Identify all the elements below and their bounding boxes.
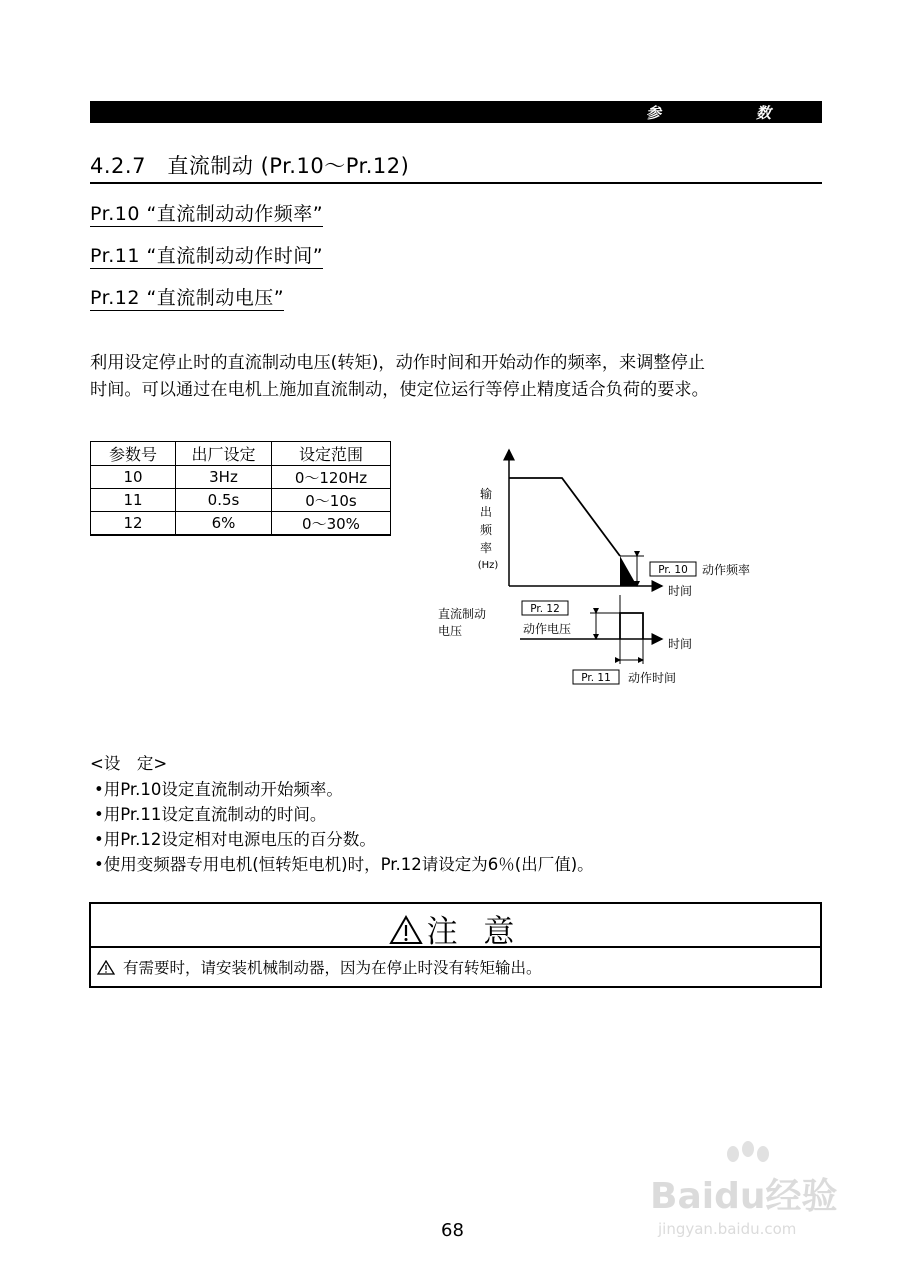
section-title: 4.2.7 直流制动 (Pr.10～Pr.12) [90, 154, 410, 178]
table-cell: 0～30% [272, 512, 391, 536]
time-label-lower: 时间 [668, 637, 693, 651]
table-header-cell: 设定范围 [272, 442, 391, 466]
heading-rule [90, 182, 822, 184]
pr12-tag: Pr. 12 [530, 603, 560, 615]
table-row [91, 512, 391, 536]
table-row [91, 466, 391, 489]
pr10-tag: Pr. 10 [658, 564, 688, 576]
caution-title: 注 意 [426, 914, 523, 950]
braking-wedge [620, 556, 637, 586]
y-label-char: 出 [479, 505, 493, 519]
param-title-pr11: Pr.11 “直流制动动作时间” [90, 245, 324, 267]
settings-item: •使用变频器专用电机(恒转矩电机)时，Pr.12请设定为6％(出厂值)。 [94, 855, 594, 874]
table-cell: 10 [91, 466, 176, 489]
y-unit-label: (Hz) [477, 560, 499, 571]
settings-title: <设 定> [90, 754, 168, 773]
time-label-upper: 时间 [668, 584, 693, 598]
caution-text: 有需要时，请安装机械制动器，因为在停止时没有转矩输出。 [123, 959, 542, 977]
table-cell: 0～120Hz [272, 466, 391, 489]
parameter-table [90, 441, 391, 536]
pr11-description: 动作时间 [628, 671, 677, 685]
y-label-char: 率 [479, 541, 493, 555]
watermark-brand: Baidu经验 [650, 1176, 838, 1217]
table-header-row [91, 442, 391, 466]
y-label-char: 输 [479, 487, 493, 501]
table-cell: 11 [91, 489, 176, 512]
pr12-description: 动作电压 [523, 622, 572, 636]
header-bar [90, 101, 822, 123]
table-header-cell: 参数号 [91, 442, 176, 466]
watermark-url: jingyan.baidu.com [658, 1220, 797, 1238]
description-line-2: 时间。可以通过在电机上施加直流制动，使定位运行等停止精度适合负荷的要求。 [90, 380, 709, 400]
warning-icon [389, 915, 423, 945]
dc-voltage-label-line2: 电压 [438, 624, 463, 638]
page-number: 68 [441, 1220, 464, 1241]
description-line-1: 利用设定停止时的直流制动电压(转矩)，动作时间和开始动作的频率，来调整停止 [90, 353, 705, 373]
table-row [91, 489, 391, 512]
settings-item: •用Pr.11设定直流制动的时间。 [94, 805, 327, 824]
dc-braking-diagram [430, 440, 790, 700]
pr11-tag: Pr. 11 [581, 672, 611, 684]
caution-box [89, 902, 822, 988]
frequency-curve [509, 478, 620, 556]
dc-voltage-label-line1: 直流制动 [438, 607, 487, 621]
header-label-left: 参 [646, 104, 662, 122]
table-header-cell: 出厂设定 [176, 442, 272, 466]
table-cell: 0～10s [272, 489, 391, 512]
voltage-pulse [620, 613, 643, 639]
table-cell: 12 [91, 512, 176, 536]
table-cell: 3Hz [176, 466, 272, 489]
table-cell: 6% [176, 512, 272, 536]
caution-header [91, 904, 820, 948]
settings-item: •用Pr.10设定直流制动开始频率。 [94, 780, 343, 799]
warning-small-icon [97, 960, 115, 975]
pr10-description: 动作频率 [702, 563, 751, 577]
header-label-right: 数 [756, 104, 772, 122]
y-label-char: 频 [479, 523, 493, 537]
settings-item: •用Pr.12设定相对电源电压的百分数。 [94, 830, 376, 849]
table-cell: 0.5s [176, 489, 272, 512]
param-title-pr12: Pr.12 “直流制动电压” [90, 287, 285, 309]
param-title-pr10: Pr.10 “直流制动动作频率” [90, 203, 324, 225]
